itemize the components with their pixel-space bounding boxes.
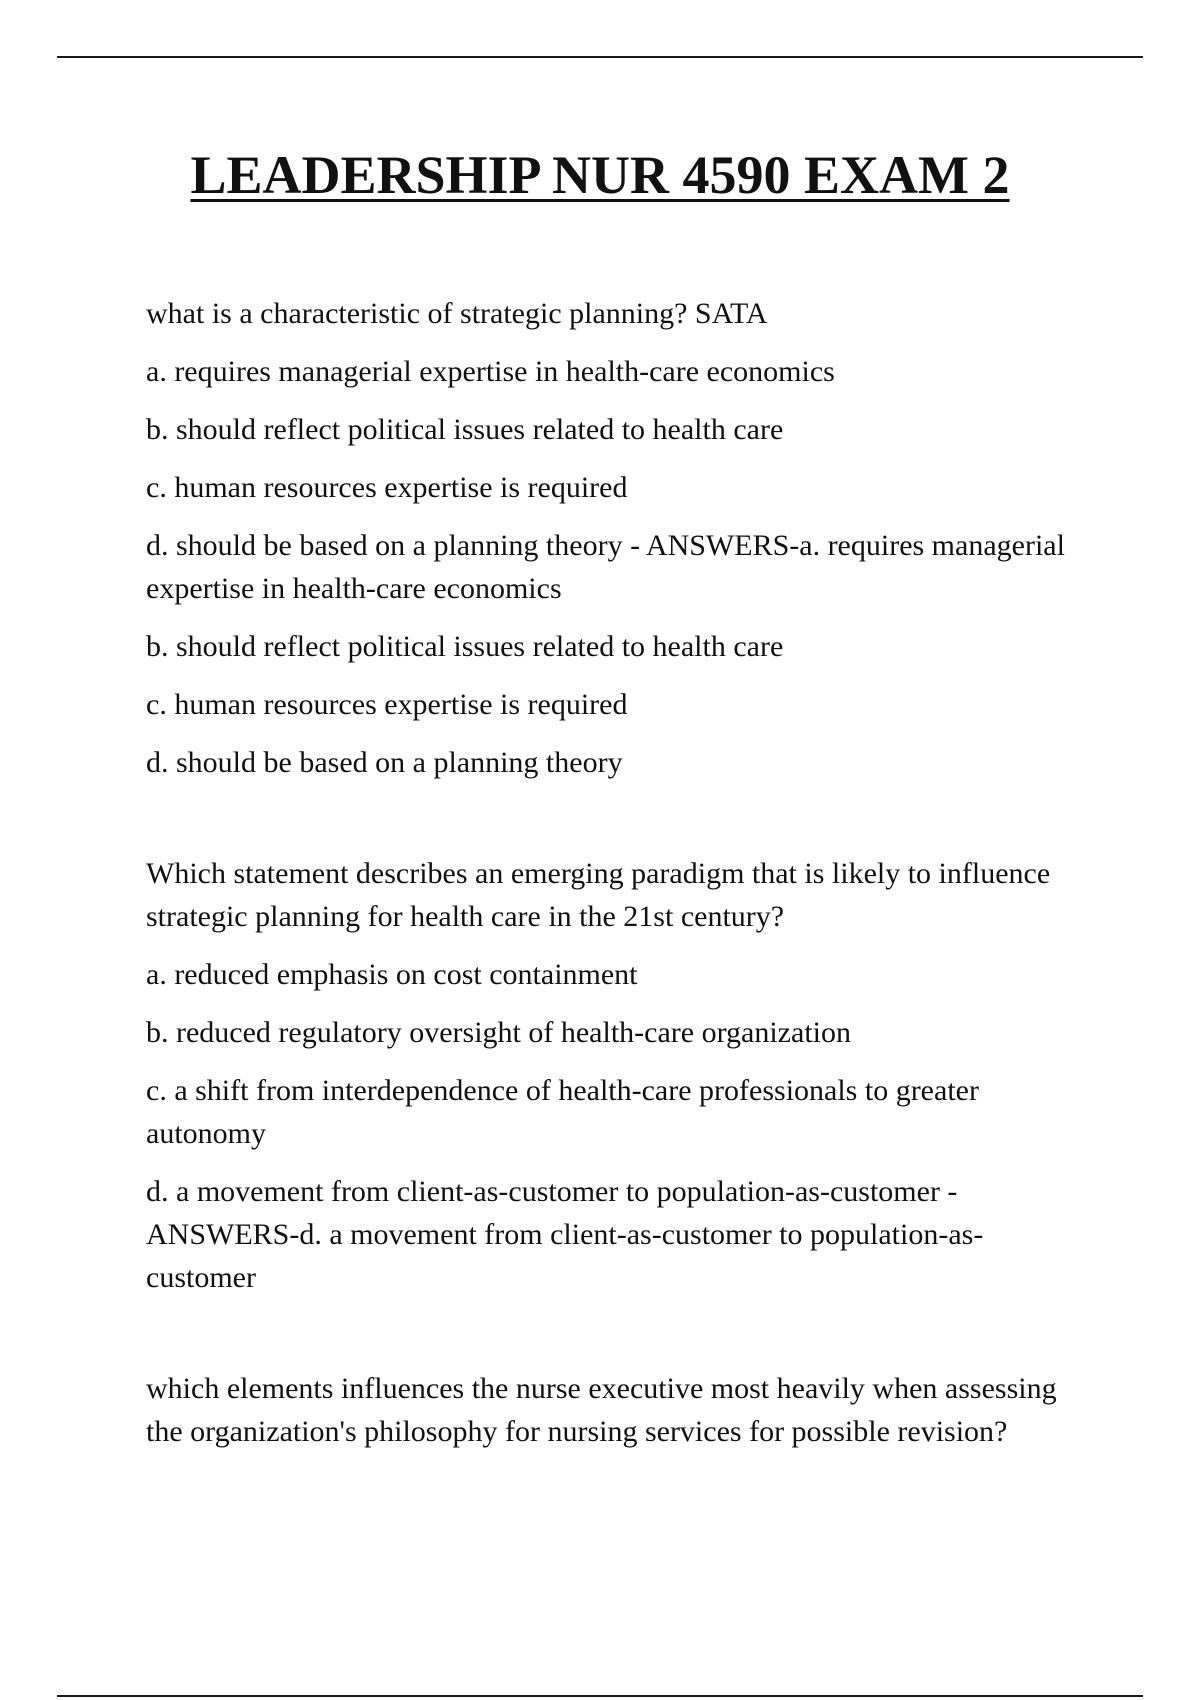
question-2-prompt: Which statement describes an emerging paradigm that is likely to influence strategic planning for health care in the 21st century?	[146, 857, 1051, 933]
question-2	[146, 852, 1066, 1299]
question-1	[146, 292, 1066, 784]
question-1-answer-c: c. human resources expertise is required	[146, 688, 628, 721]
question-1-option-c: c. human resources expertise is required	[146, 471, 628, 504]
question-1-answer-d: d. should be based on a planning theory	[146, 746, 623, 779]
page-title	[0, 140, 1200, 210]
page-title-text: LEADERSHIP NUR 4590 EXAM 2	[190, 145, 1010, 205]
question-3-prompt: which elements influences the nurse executive most heavily when assessing the organization's philosophy for nursing services for possible revision?	[146, 1372, 1057, 1448]
question-2-option-d-answer: d. a movement from client-as-customer to population-as-customer - ANSWERS-d. a movement from client-as-customer to population-as-customer	[146, 1175, 984, 1294]
question-1-option-a: a. requires managerial expertise in health-care economics	[146, 355, 835, 388]
question-2-option-a: a. reduced emphasis on cost containment	[146, 958, 638, 991]
question-1-answer-b: b. should reflect political issues related to health care	[146, 630, 784, 663]
question-1-prompt: what is a characteristic of strategic planning? SATA	[146, 297, 768, 330]
question-1-option-b: b. should reflect political issues related to health care	[146, 413, 784, 446]
question-3	[146, 1367, 1066, 1453]
top-rule	[57, 56, 1143, 58]
question-2-option-c: c. a shift from interdependence of health-care professionals to greater autonomy	[146, 1074, 979, 1150]
question-2-option-b: b. reduced regulatory oversight of health-care organization	[146, 1016, 851, 1049]
question-1-option-d-answer: d. should be based on a planning theory - ANSWERS-a. requires managerial expertise in health-care economics	[146, 529, 1065, 605]
bottom-rule	[57, 1695, 1143, 1697]
document-body	[146, 292, 1066, 1468]
